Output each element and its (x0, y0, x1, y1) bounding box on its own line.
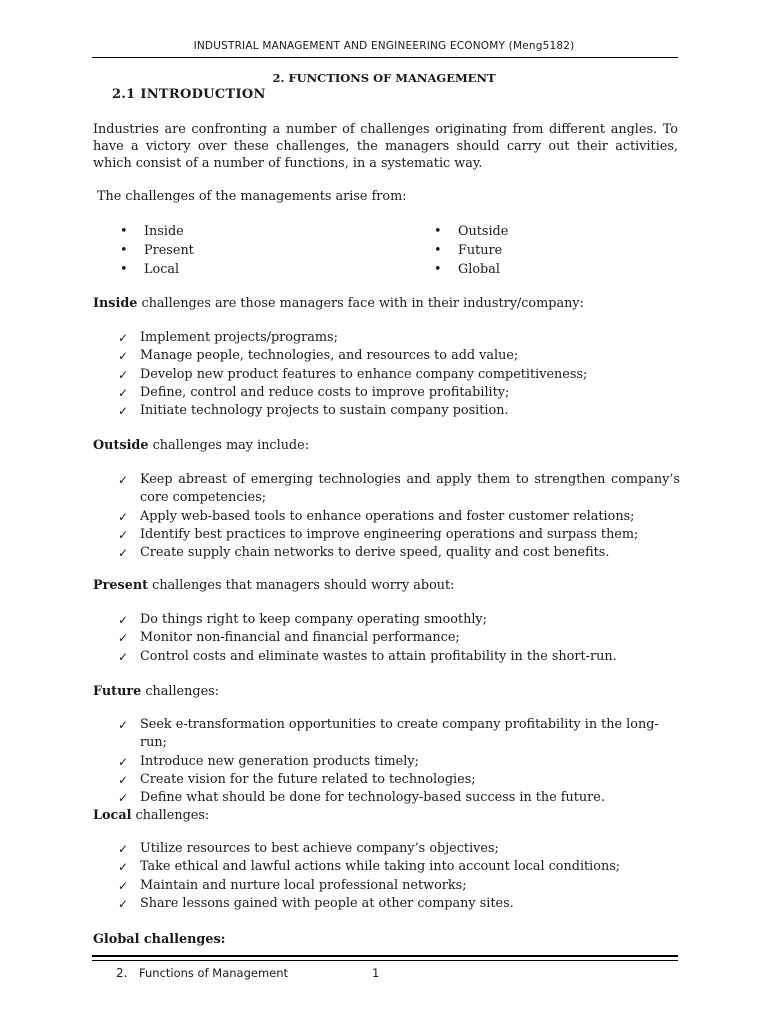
checkmark-icon: ✓ (118, 860, 129, 875)
bullet-icon: • (434, 224, 442, 239)
present-heading: Present challenges that managers should worry about: (93, 578, 455, 593)
checkmark-icon: ✓ (118, 878, 129, 893)
list-item: ✓ Keep abreast of emerging technologies and apply them to strengthen company’s core competencies; (118, 471, 680, 508)
list-item: ✓ Define what should be done for technology-based success in the future. (118, 789, 680, 807)
checkmark-icon: ✓ (118, 331, 129, 345)
list-item: ✓ Take ethical and lawful actions while taking into account local conditions; (118, 858, 680, 876)
bullet-icon: • (120, 224, 128, 239)
list-item: ✓ Do things right to keep company operating smoothly; (118, 611, 680, 629)
list-item: ✓ Implement projects/programs; (118, 329, 680, 347)
challenge-sources-left (120, 222, 194, 279)
checkmark-icon: ✓ (118, 546, 129, 561)
checkmark-icon: ✓ (118, 772, 129, 787)
list-item: ✓ Utilize resources to best achieve company’s objectives; (118, 840, 680, 858)
footer-page-number: 1 (372, 966, 380, 980)
list-item: • Outside (434, 224, 509, 239)
list-item: ✓ Develop new product features to enhance company competitiveness; (118, 366, 680, 384)
challenge-sources-right (434, 222, 508, 279)
present-list (118, 611, 680, 666)
inside-list (118, 329, 680, 420)
checkmark-icon: ✓ (118, 613, 129, 627)
list-item: ✓ Manage people, technologies, and resources to add value; (118, 347, 680, 365)
global-heading: Global challenges: (93, 932, 226, 947)
list-item: ✓ Create supply chain networks to derive speed, quality and cost benefits. (118, 544, 680, 562)
footer-rule-thin (92, 960, 678, 961)
future-list (118, 716, 680, 807)
chapter-title: 2. FUNCTIONS OF MANAGEMENT (272, 71, 496, 85)
local-heading: Local challenges: (93, 808, 210, 823)
checkmark-icon: ✓ (118, 509, 129, 524)
list-item: ✓ Define, control and reduce costs to improve profitability; (118, 384, 680, 402)
list-item: ✓ Apply web-based tools to enhance operations and foster customer relations; (118, 508, 680, 526)
list-item: ✓ Create vision for the future related to technologies; (118, 771, 680, 789)
checkmark-icon: ✓ (118, 754, 129, 769)
list-item: ✓ Initiate technology projects to sustain company position. (118, 402, 680, 420)
checkmark-icon: ✓ (118, 367, 129, 382)
checkmark-icon: ✓ (118, 791, 129, 806)
bullet-icon: • (434, 243, 442, 258)
inside-heading: Inside challenges are those managers face with in their industry/company: (93, 296, 584, 311)
checkmark-icon: ✓ (118, 649, 129, 664)
section-title: 2.1 INTRODUCTION (112, 87, 266, 102)
list-item: • Global (434, 262, 500, 277)
checkmark-icon: ✓ (118, 896, 129, 911)
list-item: ✓ Introduce new generation products timely; (118, 753, 680, 771)
footer-chapter-number: 2. (116, 966, 128, 980)
outside-heading: Outside challenges may include: (93, 438, 310, 453)
checkmark-icon: ✓ (118, 718, 129, 732)
header-rule (92, 57, 678, 58)
footer-chapter-title: Functions of Management (139, 966, 289, 980)
bullet-icon: • (434, 262, 442, 277)
checkmark-icon: ✓ (118, 385, 129, 400)
list-item: ✓ Share lessons gained with people at other company sites. (118, 895, 680, 913)
list-item: • Local (120, 262, 180, 277)
intro-paragraph: Industries are confronting a number of challenges originating from different angles. To have a victory over these challenges, the managers should carry out their activities, which consist of a number of functions, in a systematic way. (93, 122, 678, 171)
future-heading: Future challenges: (93, 684, 220, 699)
running-header: INDUSTRIAL MANAGEMENT AND ENGINEERING ECONOMY (Meng5182) (193, 40, 575, 52)
checkmark-icon: ✓ (118, 473, 129, 487)
list-item: ✓ Control costs and eliminate wastes to attain profitability in the short-run. (118, 648, 680, 666)
checkmark-icon: ✓ (118, 631, 129, 646)
list-item: ✓ Seek e-transformation opportunities to create company profitability in the long-run; (118, 716, 680, 753)
list-item: • Inside (120, 224, 184, 239)
list-item: ✓ Monitor non-financial and financial performance; (118, 629, 680, 647)
checkmark-icon: ✓ (118, 842, 129, 856)
bullet-icon: • (120, 262, 128, 277)
checkmark-icon: ✓ (118, 349, 129, 364)
checkmark-icon: ✓ (118, 527, 129, 542)
local-list (118, 840, 680, 913)
bullet-icon: • (120, 243, 128, 258)
list-item: • Future (434, 243, 503, 258)
challenges-intro: The challenges of the managements arise from: (97, 189, 407, 204)
footer-rule-thick (92, 955, 678, 957)
outside-list (118, 471, 680, 562)
checkmark-icon: ✓ (118, 404, 129, 419)
list-item: ✓ Maintain and nurture local professional networks; (118, 877, 680, 895)
list-item: • Present (120, 243, 194, 258)
list-item: ✓ Identify best practices to improve engineering operations and surpass them; (118, 526, 680, 544)
